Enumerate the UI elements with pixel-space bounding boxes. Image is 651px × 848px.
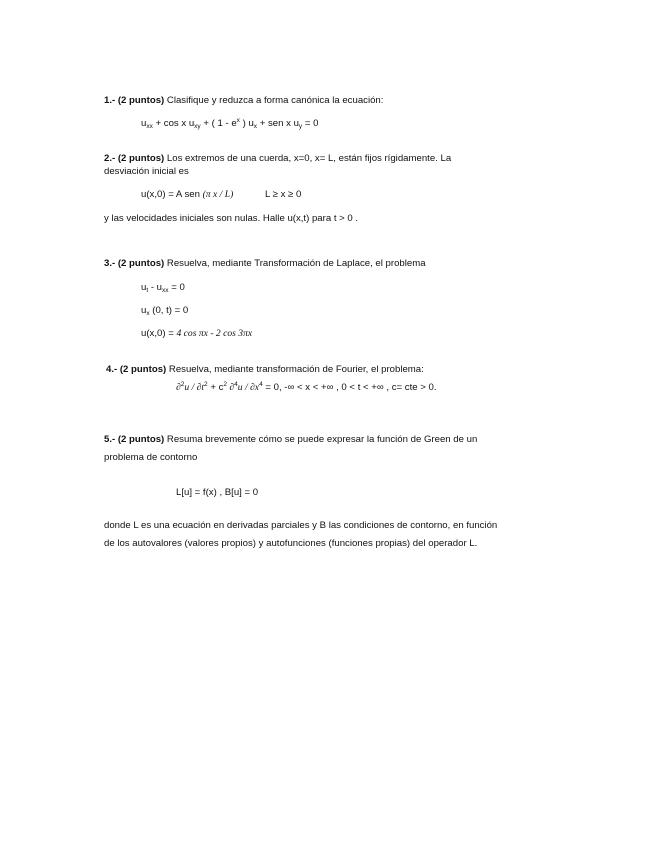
q5-statement-end-1: donde L es una ecuación en derivadas parciales y B las condiciones de contorno, en función	[104, 520, 498, 531]
q1-heading	[104, 95, 383, 107]
q3-equation-2: $u_x$ (0, t) = 0	[141, 305, 189, 317]
q5-statement-cont: problema de contorno	[104, 452, 198, 463]
q5-heading	[104, 434, 477, 446]
q2-statement: Los extremos de una cuerda, x=0, x= L, están fijos rígidamente. La	[166, 153, 452, 164]
q2-heading	[104, 153, 451, 165]
q3-heading	[104, 258, 426, 270]
q5-equation: L[u] = f(x) , B[u] = 0	[176, 487, 259, 498]
q4-statement: Resuelva, mediante transformación de Fourier, el problema:	[168, 364, 424, 375]
q4-heading	[106, 364, 424, 376]
q4-equation: $\partial^2u / \partial t^2 + c^2$ $\partial^4u / \partial x^4 = 0$, -∞ < x < +∞ , 0 < t < +∞ , c= cte > 0.	[176, 381, 437, 393]
q2-equation: u(x,0) = A sen (π x / L)	[141, 189, 234, 200]
q5-statement-end-2: de los autovalores (valores propios) y autofunciones (funciones propias) del operador L.	[104, 538, 478, 549]
q3-statement: Resuelva, mediante Transformación de Laplace, el problema	[166, 258, 426, 269]
q5-statement: Resuma brevemente cómo se puede expresar la función de Green de un	[166, 434, 478, 445]
q2-condition: L ≥ x ≥ 0	[265, 189, 302, 200]
q1-statement: Clasifique y reduzca a forma canónica la ecuación:	[166, 95, 384, 106]
q3-equation-1: $u_t - u_{xx} = 0$	[141, 282, 185, 294]
q4-number: 4.- (2 puntos)	[106, 364, 167, 375]
q2-number: 2.- (2 puntos)	[104, 153, 165, 164]
q1-number: 1.- (2 puntos)	[104, 95, 165, 106]
q5-number: 5.- (2 puntos)	[104, 434, 165, 445]
q1-equation: $u_{xx} + \cos x$ $u_{xy}$ + ( $1 - e^x$ ) $u_x$ + sen x $u_y = 0$	[141, 117, 319, 130]
q3-number: 3.- (2 puntos)	[104, 258, 165, 269]
q2-statement-end: y las velocidades iniciales son nulas. Halle u(x,t) para t > 0 .	[104, 213, 359, 224]
q3-equation-3: u(x,0) = 4 cos πx - 2 cos 3πx	[141, 328, 253, 339]
q2-statement-cont: desviación inicial es	[104, 166, 189, 177]
